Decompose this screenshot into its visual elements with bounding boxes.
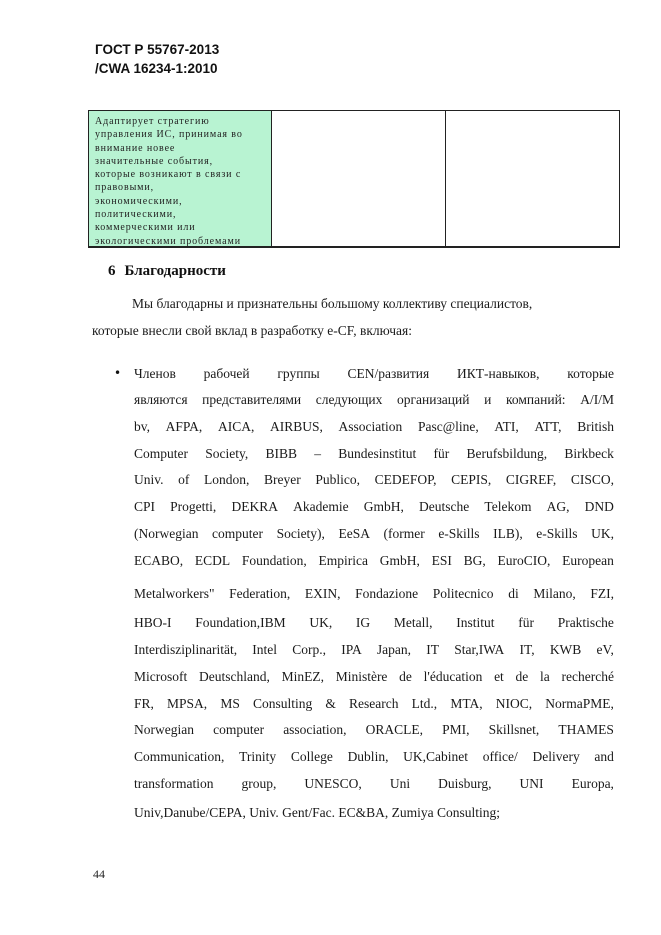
page-number: 44	[93, 867, 105, 881]
cwa-number: /CWA 16234-1:2010	[95, 61, 218, 76]
table-cell-empty-2	[272, 111, 446, 246]
list-line: FR, MPSA, MS Consulting & Research Ltd., MTA, NIOC, NormaPME,	[134, 696, 614, 711]
document-header	[95, 40, 219, 78]
section-heading	[108, 263, 226, 280]
section-title: Благодарности	[124, 263, 226, 279]
list-line: transformation group, UNESCO, Uni Duisburg, UNI Europa,	[134, 776, 614, 791]
list-line: Computer Society, BIBB – Bundesinstitut für Berufsbildung, Birkbeck	[134, 446, 614, 461]
table-cell-line: политическими,	[95, 209, 177, 221]
list-line: Interdisziplinarität, Intel Corp., IPA Japan, IT Star,IWA IT, KWB eV,	[134, 642, 614, 657]
table-cell-line: коммерческими или	[95, 222, 196, 234]
list-line: Communication, Trinity College Dublin, UK,Cabinet office/ Delivery and	[134, 749, 614, 764]
table-cell-line: правовыми,	[95, 182, 155, 194]
intro-line-1: Мы благодарны и признательны большому коллективу специалистов,	[132, 296, 533, 311]
table-cell-description	[88, 111, 272, 246]
list-line: являются представителями следующих организаций и компаний: A/I/M	[134, 392, 614, 407]
table-cell-line: значительные события,	[95, 155, 214, 167]
table-cell-line: экологическими проблемами	[95, 235, 241, 247]
table-cell-line: внимание новее	[95, 142, 176, 154]
section-number: 6	[108, 263, 116, 279]
list-line: Norwegian computer association, ORACLE, PMI, Skillsnet, THAMES	[134, 722, 614, 737]
list-line: Univ,Danube/CEPA, Univ. Gent/Fac. EC&BA, Zumiya Consulting;	[134, 805, 500, 820]
table-cell-empty-3	[446, 111, 620, 246]
list-line: Microsoft Deutschland, MinEZ, Ministère de l'éducation et de la recherché	[134, 669, 614, 684]
list-line: ECABO, ECDL Foundation, Empirica GmbH, ESI BG, EuroCIO, European	[134, 553, 614, 568]
list-line: (Norwegian computer Society), EeSA (former e-Skills ILB), e-Skills UK,	[134, 526, 614, 541]
list-line: HBO-I Foundation,IBM UK, IG Metall, Institut für Praktische	[134, 615, 614, 630]
table-cell-line: экономическими,	[95, 195, 183, 207]
list-line: bv, AFPA, AICA, AIRBUS, Association Pasc@line, ATI, ATT, British	[134, 419, 614, 434]
table-cell-line: управления ИС, принимая во	[95, 129, 243, 141]
list-line: CPI Progetti, DEKRA Akademie GmbH, Deutsche Telekom AG, DND	[134, 499, 614, 514]
list-line: Членов рабочей группы CEN/развития ИКТ-навыков, которые	[134, 366, 614, 381]
table-cell-line: Адаптирует стратегию	[95, 116, 210, 127]
list-line: Metalworkers" Federation, EXIN, Fondazione Politecnico di Milano, FZI,	[134, 586, 614, 601]
intro-line-2: которые внесли свой вклад в разработку e-CF, включая:	[92, 323, 412, 338]
table-cell-line: которые возникают в связи с	[95, 169, 242, 181]
standard-number: ГОСТ Р 55767-2013	[95, 42, 220, 57]
competence-table-fragment	[88, 110, 620, 248]
list-line: Univ. of London, Breyer Publico, CEDEFOP, CEPIS, CIGREF, CISCO,	[134, 472, 614, 487]
bullet-marker: •	[114, 366, 122, 380]
